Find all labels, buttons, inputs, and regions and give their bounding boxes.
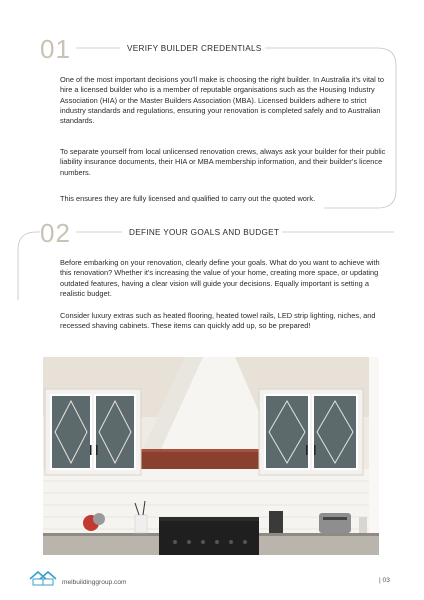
kitchen-photo bbox=[43, 357, 379, 555]
section-paragraph: To separate yourself from local unlicensed renovation crews, always ask your builder for their public liability insurance documents, their HIA or MBA membership information, and their builder’s licence numbers. bbox=[60, 147, 386, 177]
section-paragraph: Before embarking on your renovation, clearly define your goals. What do you want to achieve with this renovation? Whether it’s increasing the value of your home, creating more space, or updating outdated features, having a clear vision will guide your decisions. Equally important is setting a realistic budget. bbox=[60, 258, 380, 298]
section-paragraph: This ensures they are fully licensed and qualified to carry out the quoted work. bbox=[60, 194, 316, 203]
section-number: 01 bbox=[40, 34, 71, 64]
company-logo bbox=[28, 569, 60, 587]
section-paragraph: One of the most important decisions you’ll make is choosing the right builder. In Australia it’s vital to hire a licensed builder who is a member of reputable organisations such as the Housing Industry Association (HIA) or the Master Builders Association (MBA). Licensed builders adhere to strict industry standards and regulations, ensuring your renovation is completed safely and to Australian standards. bbox=[60, 75, 384, 126]
footer-url[interactable]: melbuildinggroup.com bbox=[62, 579, 127, 586]
section-title: DEFINE YOUR GOALS AND BUDGET bbox=[126, 228, 282, 237]
section-number: 02 bbox=[40, 218, 71, 248]
page-number: | 03 bbox=[379, 577, 390, 584]
section-paragraph: Consider luxury extras such as heated flooring, heated towel rails, LED strip lighting, niches, and recessed shaving cabinets. These items can quickly add up, so be prepared! bbox=[60, 311, 376, 331]
section-title: VERIFY BUILDER CREDENTIALS bbox=[124, 44, 265, 53]
